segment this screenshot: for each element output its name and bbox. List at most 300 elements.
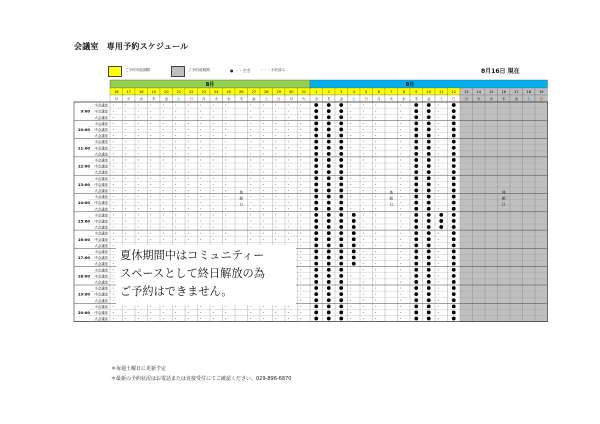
booked-dot <box>352 256 356 260</box>
available-mark <box>375 318 376 319</box>
available-mark <box>125 172 126 173</box>
booked-dot <box>314 128 318 132</box>
available-mark <box>200 196 201 197</box>
day-number: 6 <box>377 90 380 95</box>
booked-dot <box>452 109 456 113</box>
available-mark <box>363 166 364 167</box>
available-mark <box>350 288 351 289</box>
available-mark <box>275 172 276 173</box>
available-mark <box>250 141 251 142</box>
available-mark <box>225 190 226 191</box>
available-mark <box>250 227 251 228</box>
booked-dot <box>352 231 356 235</box>
available-mark <box>125 141 126 142</box>
available-mark <box>263 306 264 307</box>
available-mark <box>113 160 114 161</box>
available-mark <box>225 178 226 179</box>
available-mark <box>275 190 276 191</box>
available-mark <box>200 178 201 179</box>
available-mark <box>188 318 189 319</box>
legend-unavailable-label: ご予約前期間 <box>188 68 210 72</box>
available-mark <box>125 202 126 203</box>
available-mark <box>288 306 289 307</box>
available-mark <box>213 153 214 154</box>
available-mark <box>263 141 264 142</box>
available-mark <box>438 312 439 313</box>
schedule-grid <box>74 80 544 358</box>
booked-dot <box>314 121 318 125</box>
booked-dot <box>427 189 431 193</box>
available-mark <box>188 208 189 209</box>
day-number: 5 <box>365 90 368 95</box>
booked-dot <box>339 134 343 138</box>
booked-dot <box>452 256 456 260</box>
booked-dot <box>414 128 418 132</box>
available-mark <box>300 288 301 289</box>
booked-dot <box>314 304 318 308</box>
booked-dot <box>414 304 418 308</box>
available-mark <box>213 160 214 161</box>
available-mark <box>288 312 289 313</box>
available-mark <box>275 105 276 106</box>
available-mark <box>125 221 126 222</box>
weekday-label: 日 <box>364 97 369 102</box>
booked-dot <box>314 243 318 247</box>
booked-dot <box>427 237 431 241</box>
weekday-label: 土 <box>526 97 531 102</box>
available-mark <box>138 318 139 319</box>
available-mark <box>163 312 164 313</box>
room-label: 大会議室 <box>94 152 108 157</box>
day-number: 8 <box>402 90 405 95</box>
available-mark <box>263 184 264 185</box>
weekday-label: 水 <box>226 97 231 102</box>
booked-dot <box>452 213 456 217</box>
day-number: 1 <box>315 90 318 95</box>
available-mark <box>200 117 201 118</box>
available-mark <box>175 105 176 106</box>
room-label: 中会議室 <box>94 164 108 169</box>
available-mark <box>188 239 189 240</box>
available-mark <box>400 318 401 319</box>
day-number: 9 <box>415 90 418 95</box>
available-mark <box>263 117 264 118</box>
available-mark <box>125 184 126 185</box>
room-label: 中会議室 <box>94 146 108 151</box>
available-mark <box>188 233 189 234</box>
day-number: 7 <box>390 90 393 95</box>
available-mark <box>225 202 226 203</box>
available-mark <box>138 178 139 179</box>
booked-dot <box>327 311 331 315</box>
booked-dot <box>452 195 456 199</box>
booked-dot <box>339 170 343 174</box>
closed-day-label: 日 <box>239 202 244 207</box>
booked-dot <box>427 225 431 229</box>
booked-dot <box>452 182 456 186</box>
available-mark <box>113 202 114 203</box>
available-mark <box>163 233 164 234</box>
available-mark <box>125 117 126 118</box>
booked-dot <box>314 109 318 113</box>
booked-dot <box>452 115 456 119</box>
available-mark <box>363 214 364 215</box>
available-mark <box>400 300 401 301</box>
available-mark <box>163 111 164 112</box>
available-mark <box>363 294 364 295</box>
room-label: 小会議室 <box>94 304 108 309</box>
booked-dot <box>339 304 343 308</box>
booked-dot <box>452 219 456 223</box>
available-mark <box>163 135 164 136</box>
available-mark <box>363 227 364 228</box>
weekday-label: 土 <box>176 97 181 102</box>
day-number: 25 <box>226 90 232 95</box>
booked-dot <box>414 317 418 321</box>
available-mark <box>400 190 401 191</box>
available-mark <box>438 263 439 264</box>
available-mark <box>363 160 364 161</box>
available-mark <box>175 221 176 222</box>
booked-dot <box>339 109 343 113</box>
booked-dot <box>452 146 456 150</box>
available-mark <box>113 269 114 270</box>
available-mark <box>363 153 364 154</box>
available-mark <box>188 190 189 191</box>
available-mark <box>263 178 264 179</box>
available-mark <box>200 135 201 136</box>
booked-dot <box>414 243 418 247</box>
available-mark <box>300 294 301 295</box>
available-mark <box>263 166 264 167</box>
booked-dot <box>327 219 331 223</box>
available-mark <box>300 166 301 167</box>
available-mark <box>375 245 376 246</box>
available-mark <box>250 172 251 173</box>
weekday-label: 金 <box>514 97 519 102</box>
available-mark <box>138 135 139 136</box>
available-mark <box>150 208 151 209</box>
available-mark <box>438 306 439 307</box>
booked-dot <box>427 115 431 119</box>
available-mark <box>200 233 201 234</box>
booked-dot <box>414 225 418 229</box>
available-mark <box>375 282 376 283</box>
available-mark <box>400 135 401 136</box>
available-mark <box>113 166 114 167</box>
booked-dot <box>352 225 356 229</box>
available-mark <box>288 129 289 130</box>
available-mark <box>113 239 114 240</box>
booked-dot <box>427 146 431 150</box>
available-mark <box>375 160 376 161</box>
available-mark <box>175 190 176 191</box>
booked-dot <box>314 231 318 235</box>
booked-dot <box>339 115 343 119</box>
available-mark <box>175 166 176 167</box>
booked-dot <box>327 109 331 113</box>
room-label: 小会議室 <box>94 250 108 254</box>
available-mark <box>275 306 276 307</box>
available-mark <box>150 166 151 167</box>
booked-dot <box>414 152 418 156</box>
time-label: 10:00 <box>77 127 90 132</box>
available-mark <box>275 111 276 112</box>
booked-dot <box>452 250 456 254</box>
available-mark <box>275 153 276 154</box>
available-mark <box>200 172 201 173</box>
booked-dot <box>427 219 431 223</box>
available-mark <box>275 233 276 234</box>
available-mark <box>225 196 226 197</box>
available-mark <box>400 263 401 264</box>
room-label: 大会議室 <box>94 134 108 139</box>
available-mark <box>188 221 189 222</box>
booked-dot <box>327 231 331 235</box>
room-label: 小会議室 <box>94 231 108 236</box>
available-mark <box>350 141 351 142</box>
room-label: 小会議室 <box>94 286 108 291</box>
available-mark <box>250 129 251 130</box>
notice-line-2: スペースとして終日解放の為 <box>120 267 265 280</box>
available-mark <box>400 221 401 222</box>
available-mark <box>113 141 114 142</box>
available-mark <box>350 129 351 130</box>
available-mark <box>438 172 439 173</box>
available-mark <box>400 147 401 148</box>
available-mark <box>400 312 401 313</box>
booked-dot <box>427 152 431 156</box>
room-label: 大会議室 <box>94 115 108 120</box>
booked-dot <box>427 128 431 132</box>
booked-dot <box>427 103 431 107</box>
available-mark <box>438 166 439 167</box>
time-label: 13:00 <box>77 181 90 187</box>
available-mark <box>113 153 114 154</box>
available-mark <box>150 111 151 112</box>
available-mark <box>375 105 376 106</box>
available-mark <box>113 178 114 179</box>
available-mark <box>400 184 401 185</box>
available-mark <box>375 196 376 197</box>
available-mark <box>225 166 226 167</box>
available-mark <box>363 208 364 209</box>
legend-dot-label: ● ・・空き <box>230 68 251 73</box>
booked-dot <box>414 134 418 138</box>
available-mark <box>300 123 301 124</box>
available-mark <box>250 153 251 154</box>
booked-dot <box>339 195 343 199</box>
booked-dot <box>427 213 431 217</box>
available-mark <box>113 196 114 197</box>
available-mark <box>138 233 139 234</box>
available-mark <box>350 269 351 270</box>
available-mark <box>350 123 351 124</box>
booked-dot <box>452 237 456 241</box>
weekday-label: 水 <box>139 97 144 102</box>
available-mark <box>200 318 201 319</box>
closed-day-label: 休 <box>389 190 394 195</box>
available-mark <box>138 166 139 167</box>
available-mark <box>113 190 114 191</box>
booked-dot <box>427 292 431 296</box>
available-mark <box>300 227 301 228</box>
available-mark <box>438 239 439 240</box>
available-mark <box>225 123 226 124</box>
booked-dot <box>327 195 331 199</box>
booked-dot <box>452 134 456 138</box>
available-mark <box>175 233 176 234</box>
available-mark <box>175 227 176 228</box>
available-mark <box>138 129 139 130</box>
room-label: 中会議室 <box>94 109 108 114</box>
available-mark <box>263 153 264 154</box>
available-mark <box>250 105 251 106</box>
available-mark <box>175 141 176 142</box>
available-mark <box>288 227 289 228</box>
available-mark <box>400 208 401 209</box>
weekday-label: 火 <box>389 97 394 102</box>
available-mark <box>150 221 151 222</box>
available-mark <box>275 147 276 148</box>
available-mark <box>125 214 126 215</box>
available-mark <box>213 190 214 191</box>
available-mark <box>288 160 289 161</box>
available-mark <box>300 153 301 154</box>
available-mark <box>175 111 176 112</box>
room-label: 小会議室 <box>94 213 108 218</box>
available-mark <box>400 123 401 124</box>
time-label: 14:00 <box>77 200 90 206</box>
booked-dot <box>427 268 431 272</box>
available-mark <box>275 129 276 130</box>
legend-dash-label: ・・・予約済み <box>260 68 286 72</box>
weekday-label: 日 <box>539 97 544 102</box>
day-number: 18 <box>526 90 532 95</box>
weekday-label: 木 <box>501 97 506 102</box>
booked-dot <box>314 213 318 217</box>
weekday-label: 土 <box>264 97 269 102</box>
available-mark <box>363 318 364 319</box>
available-mark <box>213 166 214 167</box>
available-mark <box>288 141 289 142</box>
available-mark <box>175 306 176 307</box>
available-mark <box>113 135 114 136</box>
booked-dot <box>414 213 418 217</box>
available-mark <box>400 111 401 112</box>
available-mark <box>138 184 139 185</box>
available-mark <box>375 275 376 276</box>
available-mark <box>213 221 214 222</box>
page-title: 会議室 専用予約スケジュール <box>74 42 189 51</box>
available-mark <box>363 263 364 264</box>
available-mark <box>250 312 251 313</box>
available-mark <box>188 178 189 179</box>
weekday-label: 水 <box>314 97 319 102</box>
booked-dot <box>339 152 343 156</box>
available-mark <box>300 160 301 161</box>
month-header-sep <box>310 80 548 88</box>
available-mark <box>300 147 301 148</box>
available-mark <box>300 141 301 142</box>
available-mark <box>200 239 201 240</box>
available-mark <box>200 153 201 154</box>
day-number: 23 <box>201 90 207 95</box>
available-mark <box>350 135 351 136</box>
available-mark <box>375 166 376 167</box>
available-mark <box>150 312 151 313</box>
available-mark <box>125 318 126 319</box>
booked-dot <box>339 219 343 223</box>
booked-dot <box>427 304 431 308</box>
booked-dot <box>352 213 356 217</box>
available-mark <box>200 190 201 191</box>
booked-dot <box>414 103 418 107</box>
available-mark <box>438 135 439 136</box>
available-mark <box>350 300 351 301</box>
available-mark <box>250 178 251 179</box>
available-mark <box>288 105 289 106</box>
available-mark <box>213 105 214 106</box>
booked-dot <box>314 158 318 162</box>
booked-dot <box>414 109 418 113</box>
available-mark <box>275 208 276 209</box>
booked-dot <box>314 286 318 290</box>
available-mark <box>438 208 439 209</box>
booked-dot <box>327 317 331 321</box>
available-mark <box>225 306 226 307</box>
booked-dot <box>314 152 318 156</box>
available-mark <box>200 129 201 130</box>
booked-dot <box>414 250 418 254</box>
available-mark <box>150 172 151 173</box>
booked-dot <box>314 274 318 278</box>
available-mark <box>225 153 226 154</box>
available-mark <box>438 300 439 301</box>
booked-dot <box>414 158 418 162</box>
available-mark <box>400 233 401 234</box>
available-mark <box>138 105 139 106</box>
available-mark <box>175 135 176 136</box>
available-mark <box>363 123 364 124</box>
available-mark <box>363 251 364 252</box>
available-mark <box>275 221 276 222</box>
weekday-label: 火 <box>301 97 306 102</box>
room-label: 中会議室 <box>94 274 108 279</box>
weekday-label: 火 <box>476 97 481 102</box>
available-mark <box>175 196 176 197</box>
available-mark <box>138 123 139 124</box>
booked-dot <box>414 201 418 205</box>
available-mark <box>375 135 376 136</box>
available-mark <box>400 129 401 130</box>
booked-dot <box>414 237 418 241</box>
available-mark <box>375 172 376 173</box>
booked-dot <box>339 158 343 162</box>
available-mark <box>263 129 264 130</box>
available-mark <box>200 306 201 307</box>
room-label: 中会議室 <box>94 292 108 297</box>
available-mark <box>213 312 214 313</box>
available-mark <box>400 117 401 118</box>
closed-day-label: 休 <box>501 190 506 195</box>
available-mark <box>163 306 164 307</box>
available-mark <box>300 184 301 185</box>
available-mark <box>125 135 126 136</box>
booked-dot <box>327 201 331 205</box>
available-mark <box>200 111 201 112</box>
booked-dot <box>339 213 343 217</box>
